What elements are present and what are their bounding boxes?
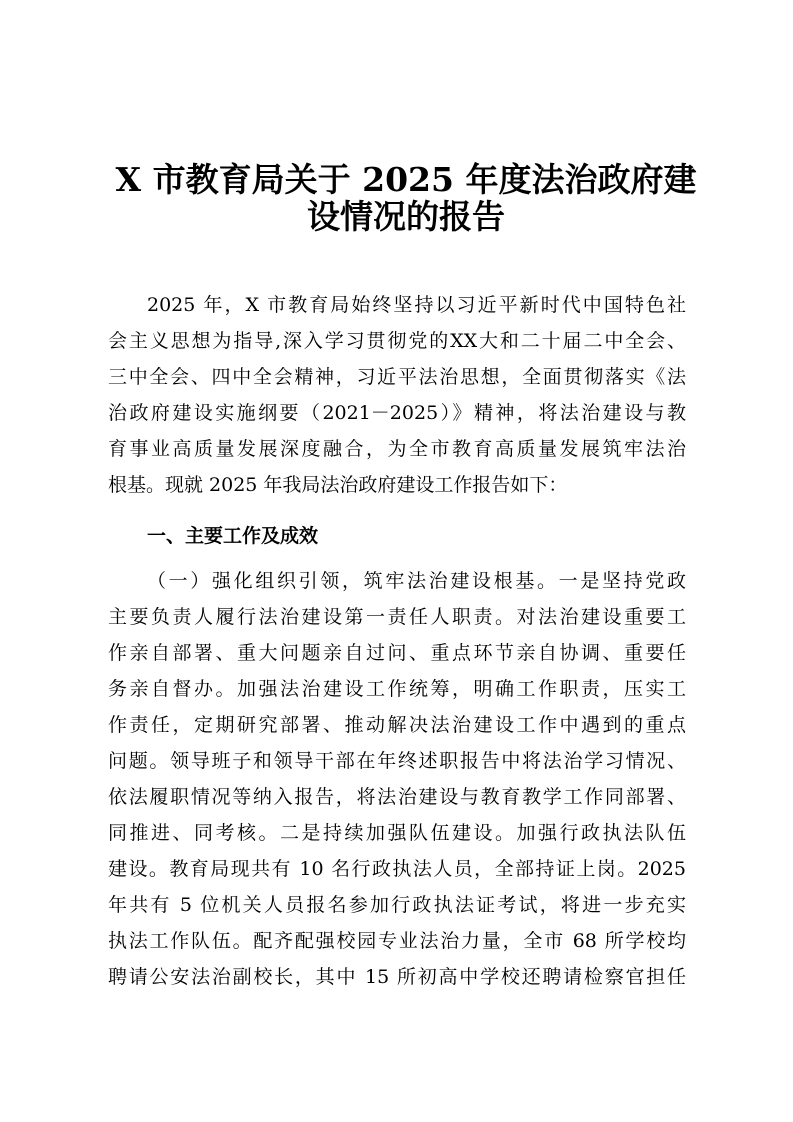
intro-line-4: 治政府建设实施纲要（2021－2025）》精神，将法治建设与教	[108, 402, 686, 424]
intro-line-3: 三中全会、四中全会精神，习近平法治思想，全面贯彻落实《法	[108, 366, 686, 388]
intro-line-1: 2025 年，X 市教育局始终坚持以习近平新时代中国特色社	[147, 294, 686, 316]
intro-line-2: 会主义思想为指导,深入学习贯彻党的XX大和二十届二中全会、	[108, 330, 686, 352]
section1-line-3: 作亲自部署、重大问题亲自过问、重点环节亲自协调、重要任	[108, 642, 686, 664]
section1-line-8: 同推进、同考核。二是持续加强队伍建设。加强行政执法队伍	[108, 822, 686, 844]
section1-line-7: 依法履职情况等纳入报告，将法治建设与教育教学工作同部署、	[108, 786, 686, 808]
section1-line-12: 聘请公安法治副校长，其中 15 所初高中学校还聘请检察官担任	[108, 966, 686, 988]
section1-line-10: 年共有 5 位机关人员报名参加行政执法证考试，将进一步充实	[108, 894, 686, 916]
intro-line-6: 根基。现就 2025 年我局法治政府建设工作报告如下：	[108, 474, 568, 496]
report-title-line-2: 设情况的报告	[307, 197, 505, 236]
section1-line-4: 务亲自督办。加强法治建设工作统筹，明确工作职责，压实工	[108, 678, 686, 700]
section1-line-1: （一）强化组织引领，筑牢法治建设根基。一是坚持党政	[147, 570, 686, 592]
section1-line-5: 作责任，定期研究部署、推动解决法治建设工作中遇到的重点	[108, 714, 686, 736]
report-title-line-1: X 市教育局关于 2025 年度法治政府建	[115, 160, 697, 199]
section-heading-main-work: 一、主要工作及成效	[147, 525, 319, 547]
section1-line-6: 问题。领导班子和领导干部在年终述职报告中将法治学习情况、	[108, 750, 686, 772]
intro-line-5: 育事业高质量发展深度融合，为全市教育高质量发展筑牢法治	[108, 438, 686, 460]
section1-line-9: 建设。教育局现共有 10 名行政执法人员，全部持证上岗。2025	[108, 858, 686, 880]
section1-line-11: 执法工作队伍。配齐配强校园专业法治力量，全市 68 所学校均	[108, 930, 686, 952]
section1-line-2: 主要负责人履行法治建设第一责任人职责。对法治建设重要工	[108, 606, 686, 628]
